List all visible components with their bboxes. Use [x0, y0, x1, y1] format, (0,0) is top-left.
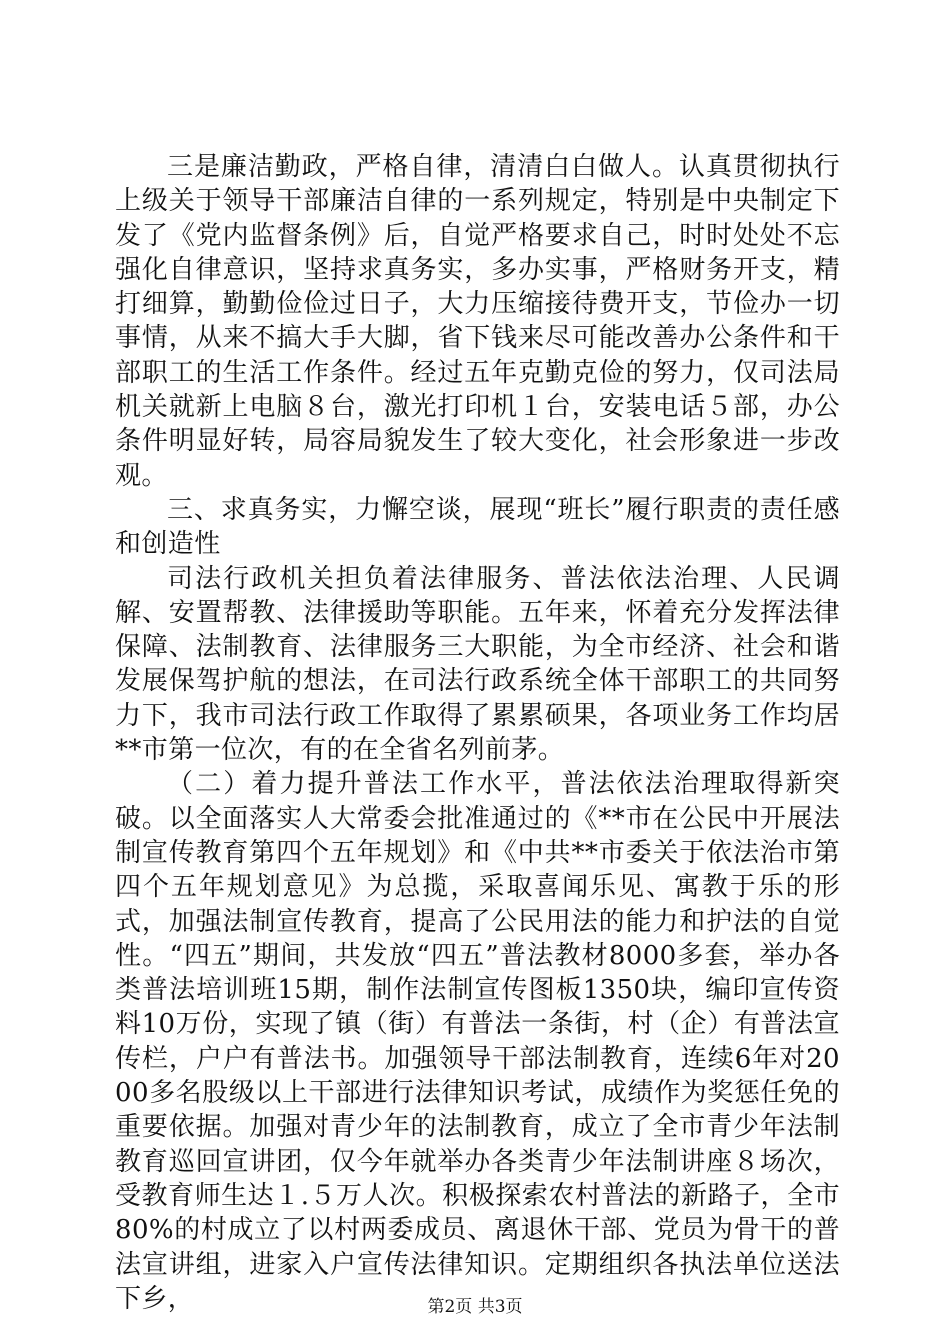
document-body: [115, 150, 840, 1316]
paragraph-legal-education: （二）着力提升普法工作水平，普法依法治理取得新突破。以全面落实人大常委会批准通过的《**市在公民中开展法制宣传教育第四个五年规划》和《中共**市委关于依法治市第四个五年规划意见》为总揽，采取喜闻乐见、寓教于乐的形式，加强法制宣传教育，提高了公民用法的能力和护法的自觉性。“四五”期间，共发放“四五”普法教材8000多套，举办各类普法培训班15期，制作法制宣传图板1350块，编印宣传资料10万份，实现了镇（街）有普法一条街，村（企）有普法宣传栏，户户有普法书。加强领导干部法制教育，连续6年对2000多名股级以上干部进行法律知识考试，成绩作为奖惩任免的重要依据。加强对青少年的法制教育，成立了全市青少年法制教育巡回宣讲团，仅今年就举办各类青少年法制讲座８场次，受教育师生达１.５万人次。积极探索农村普法的新路子，全市80%的村成立了以村两委成员、离退休干部、党员为骨干的普法宣讲组，进家入户宣传法律知识。定期组织各执法单位送法下乡，: [115, 769, 840, 1314]
section-heading-three: 三、求真务实，力懈空谈，展现“班长”履行职责的责任感和创造性: [115, 494, 840, 560]
paragraph-integrity: 三是廉洁勤政，严格自律，清清白白做人。认真贯彻执行上级关于领导干部廉洁自律的一系列规定，特别是中央制定下发了《党内监督条例》后，自觉严格要求自己，时时处处不忘强化自律意识，坚持求真务实，多办实事，严格财务开支，精打细算，勤勤俭俭过日子，大力压缩接待费开支，节俭办一切事情，从来不搞大手大脚，省下钱来尽可能改善办公条件和干部职工的生活工作条件。经过五年克勤克俭的努力，仅司法局机关就新上电脑８台，激光打印机１台，安装电话５部，办公条件明显好转，局容局貌发生了较大变化，社会形象进一步改观。: [115, 152, 840, 491]
page-number-footer: 第2页 共3页: [427, 1297, 523, 1317]
paragraph-judicial-admin: 司法行政机关担负着法律服务、普法依法治理、人民调解、安置帮教、法律援助等职能。五年来，怀着充分发挥法律保障、法制教育、法律服务三大职能，为全市经济、社会和谐发展保驾护航的想法，在司法行政系统全体干部职工的共同努力下，我市司法行政工作取得了累累硕果，各项业务工作均居**市第一位次，有的在全省名列前茅。: [115, 563, 840, 766]
